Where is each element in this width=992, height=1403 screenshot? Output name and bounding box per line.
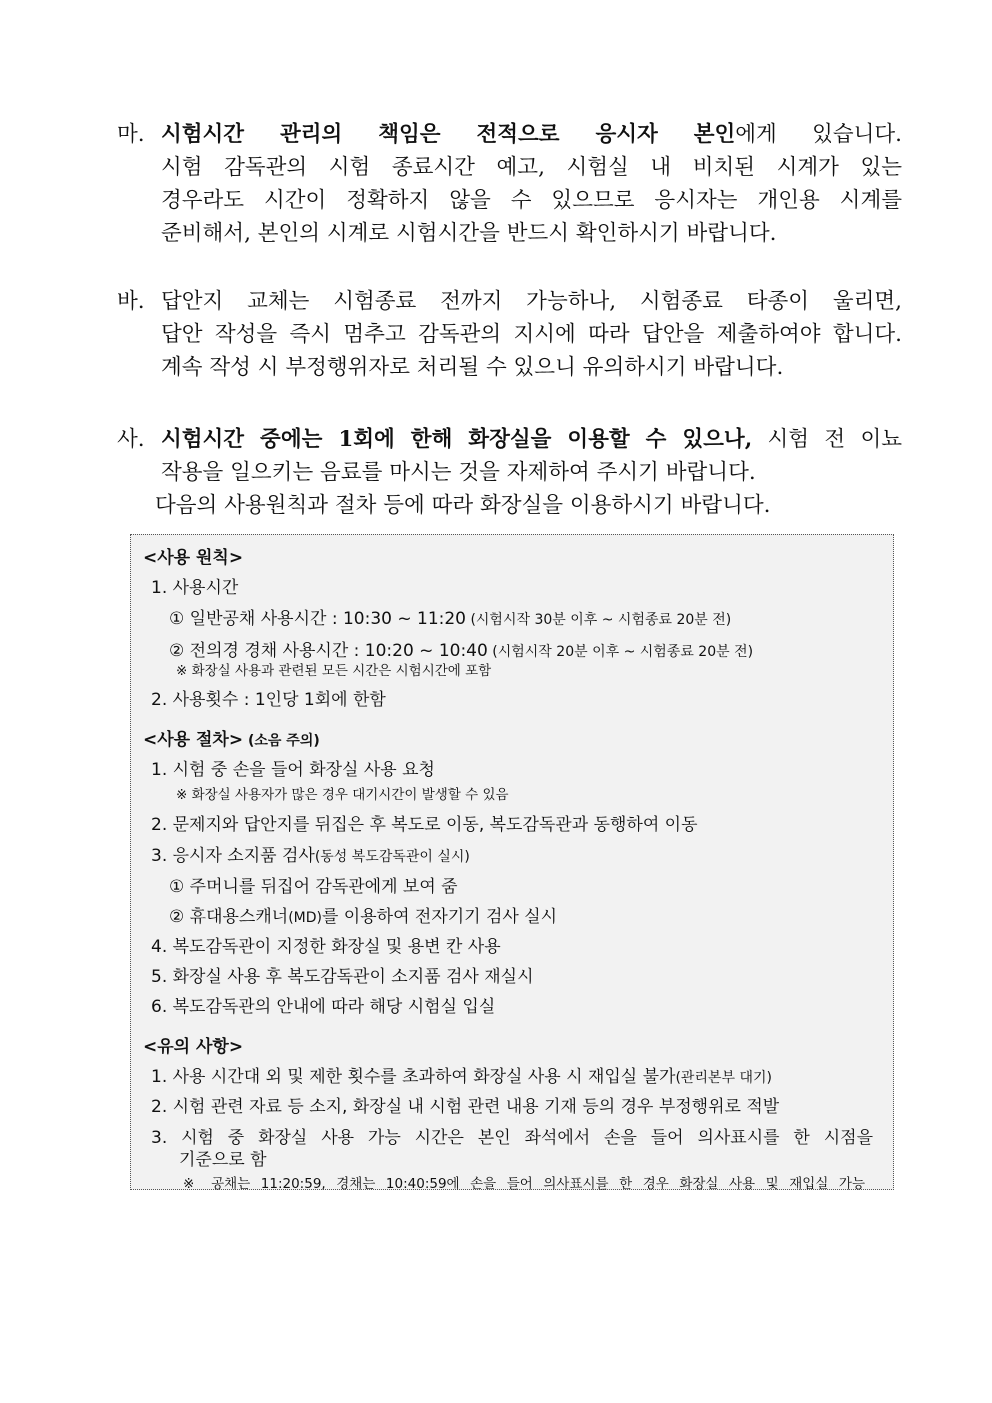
procedure-step-4: 4. 복도감독관이 지정한 화장실 및 용변 칸 사용 [151,937,501,957]
cautions-item-1 [151,1062,772,1087]
section-ba-line-2: 답안 작성을 즉시 멈추고 감독관의 지시에 따라 답안을 제출하여야 합니다. [161,322,902,347]
cautions-item-2: 2. 시험 관련 자료 등 소지, 화장실 내 시험 관련 내용 기재 등의 경우 부정행위로 적발 [151,1097,780,1117]
cautions-heading: <유의 사항> [143,1037,244,1057]
section-sa-line-3: 다음의 사용원칙과 절차 등에 따라 화장실을 이용하시기 바랍니다. [155,493,771,518]
principles-item-1: 1. 사용시간 [151,578,239,598]
cautions-item-1-note: (관리본부 대기) [675,1070,772,1086]
procedure-heading: <사용 절차> [143,730,244,750]
section-ma-line-4: 준비해서, 본인의 시계로 시험시간을 반드시 확인하시기 바랍니다. [161,221,777,246]
procedure-step-3b-md: (MD) [288,910,322,926]
section-sa-bold: 시험시간 중에는 1회에 한해 화장실을 이용할 수 있으나, [161,427,753,452]
principles-item-1a-text: ① 일반공채 사용시간 : 10:30 ~ 11:20 [169,609,466,629]
procedure-heading-row [143,725,320,750]
procedure-step-1: 1. 시험 중 손을 들어 화장실 사용 요청 [151,760,435,780]
procedure-step-2: 2. 문제지와 답안지를 뒤집은 후 복도로 이동, 복도감독관과 동행하여 이동 [151,815,698,835]
cautions-item-3-line-1: 3. 시험 중 화장실 사용 가능 시간은 본인 좌석에서 손을 들어 의사표시를 한 시점을 [151,1128,873,1148]
principles-item-2: 2. 사용횟수 : 1인당 1회에 한함 [151,690,386,710]
principles-item-1b-note: (시험시작 20분 이후 ~ 시험종료 20분 전) [487,644,754,660]
cautions-item-3-ref: ※ 공채는 11:20:59, 경채는 10:40:59에 손을 들어 의사표시를 한 경우 화장실 사용 및 재입실 가능 [183,1176,865,1192]
section-ba-first: 답안지 교체는 시험종료 전까지 가능하나, 시험종료 타종이 울리면, [161,289,902,314]
procedure-step-3-text: 3. 응시자 소지품 검사 [151,846,315,866]
section-sa-line-2: 작용을 일으키는 음료를 마시는 것을 자제하여 주시기 바랍니다. [161,460,756,485]
procedure-step-3b-post: 를 이용하여 전자기기 검사 실시 [321,907,558,927]
section-marker: 사. [117,427,145,452]
section-sa-line-1 [117,423,902,456]
procedure-step-5: 5. 화장실 사용 후 복도감독관이 소지품 검사 재실시 [151,967,534,987]
principles-item-1b [169,636,753,661]
restroom-rules-box [130,534,894,1190]
section-ma-line-3: 경우라도 시간이 정확하지 않을 수 있으므로 응시자는 개인용 시계를 [161,188,902,213]
section-marker: 바. [117,289,145,314]
principles-heading: <사용 원칙> [143,548,244,568]
section-ma-bold: 시험시간 관리의 책임은 전적으로 응시자 본인 [161,122,736,147]
section-sa-rest: 시험 전 이뇨 [752,427,902,452]
procedure-step-3b [169,902,557,927]
section-ba-line-3: 계속 작성 시 부정행위자로 처리될 수 있으니 유의하시기 바랍니다. [161,355,784,380]
section-ba [117,285,902,384]
cautions-item-1-text: 1. 사용 시간대 외 및 제한 횟수를 초과하여 화장실 사용 시 재입실 불가 [151,1067,676,1087]
section-sa [117,423,902,522]
section-ba-line-1 [117,285,902,318]
procedure-step-6: 6. 복도감독관의 안내에 따라 해당 시험실 입실 [151,997,496,1017]
section-ma [117,118,902,250]
procedure-step-3-note: (동성 복도감독관이 실시) [314,849,470,865]
principles-item-1a [169,604,731,629]
procedure-step-3b-pre: ② 휴대용스캐너 [169,907,289,927]
procedure-step-1-ref: ※ 화장실 사용자가 많은 경우 대기시간이 발생할 수 있음 [176,787,509,803]
section-ma-rest: 에게 있습니다. [735,122,902,147]
procedure-step-3a: ① 주머니를 뒤집어 감독관에게 보여 줌 [169,877,458,897]
section-marker: 마. [117,122,145,147]
section-ma-line-2: 시험 감독관의 시험 종료시간 예고, 시험실 내 비치된 시계가 있는 [161,155,902,180]
principles-item-1-ref: ※ 화장실 사용과 관련된 모든 시간은 시험시간에 포함 [176,663,492,679]
principles-item-1a-note: (시험시작 30분 이후 ~ 시험종료 20분 전) [466,612,732,628]
cautions-item-3-line-2: 기준으로 함 [179,1150,267,1170]
procedure-step-3 [151,841,470,866]
principles-item-1b-text: ② 전의경 경채 사용시간 : 10:20 ~ 10:40 [169,641,488,661]
procedure-heading-note: (소음 주의) [243,733,320,749]
section-ma-line-1 [117,118,902,151]
